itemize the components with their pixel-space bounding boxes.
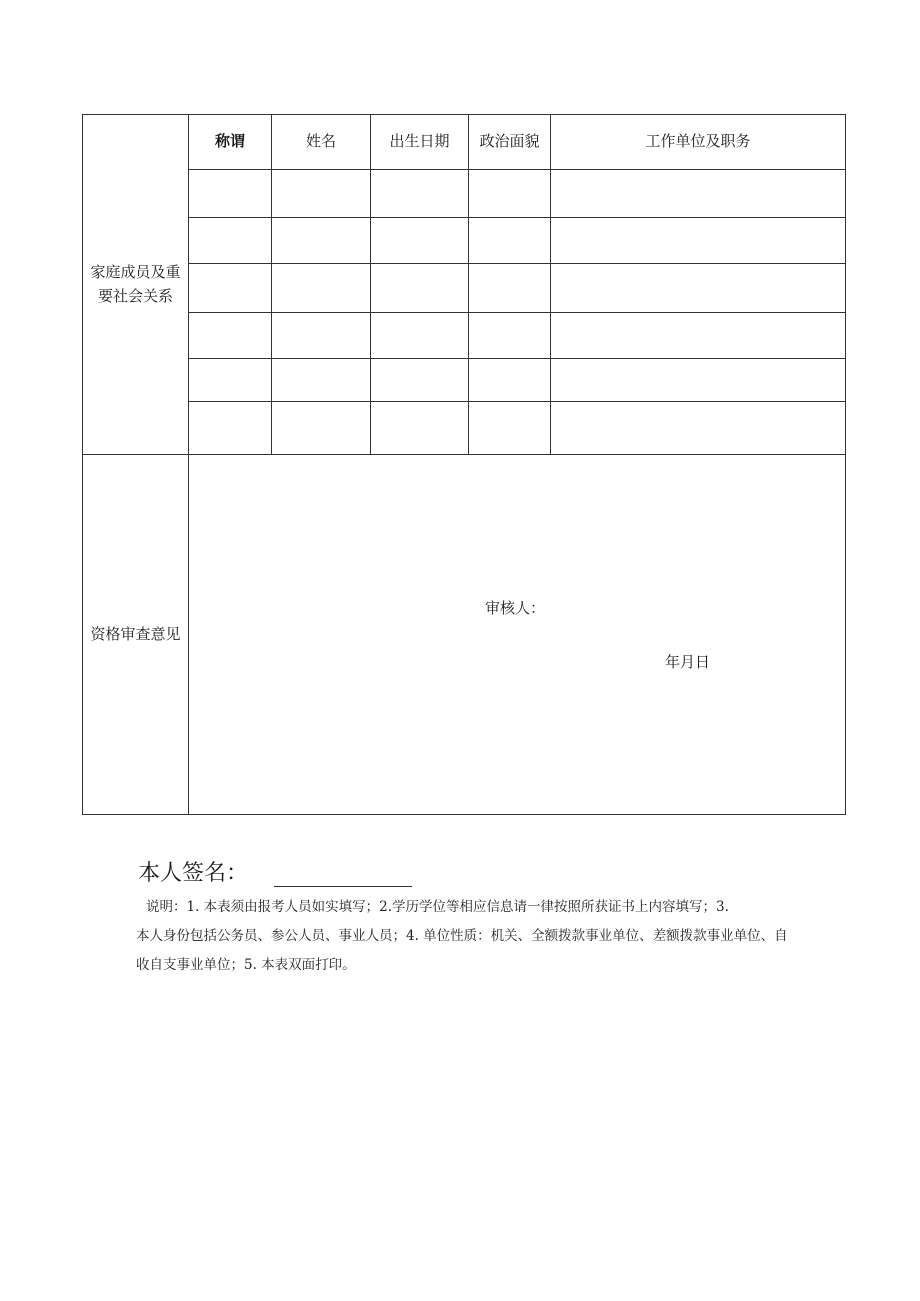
family-section-label-line2: 要社会关系 (97, 286, 173, 305)
relation-cell[interactable] (189, 359, 272, 402)
relation-cell[interactable] (189, 402, 272, 455)
relation-cell[interactable] (189, 218, 272, 264)
review-date-label: 年月日 (665, 653, 711, 671)
name-cell[interactable] (272, 218, 371, 264)
header-employer-position: 工作单位及职务 (551, 115, 846, 170)
signature-label: 本人签名： (138, 861, 249, 886)
employer-cell[interactable] (551, 264, 846, 313)
table-row (83, 170, 846, 218)
political-status-cell[interactable] (469, 402, 551, 455)
birthdate-cell[interactable] (371, 359, 469, 402)
name-cell[interactable] (272, 264, 371, 313)
name-cell[interactable] (272, 313, 371, 359)
political-status-cell[interactable] (469, 170, 551, 218)
employer-cell[interactable] (551, 402, 846, 455)
note-line-2: 本人身份包括公务员、参公人员、事业人员；4. 单位性质：机关、全额拨款事业单位、差额拨款事业单位、自 (136, 928, 788, 944)
birthdate-cell[interactable] (371, 313, 469, 359)
relation-cell[interactable] (189, 170, 272, 218)
birthdate-cell[interactable] (371, 170, 469, 218)
review-section-label: 资格审查意见 (83, 455, 189, 815)
name-cell[interactable] (272, 170, 371, 218)
table-row (83, 313, 846, 359)
relation-cell[interactable] (189, 264, 272, 313)
family-section-label-line1: 家庭成员及重 (90, 263, 181, 282)
note-line-3: 收自支事业单位；5. 本表双面打印。 (136, 957, 356, 973)
birthdate-cell[interactable] (371, 218, 469, 264)
political-status-cell[interactable] (469, 264, 551, 313)
political-status-cell[interactable] (469, 359, 551, 402)
table-row (83, 218, 846, 264)
header-name: 姓名 (272, 115, 371, 170)
employer-cell[interactable] (551, 359, 846, 402)
registration-form-table (82, 114, 846, 815)
table-row (83, 402, 846, 455)
employer-cell[interactable] (551, 218, 846, 264)
name-cell[interactable] (272, 359, 371, 402)
employer-cell[interactable] (551, 313, 846, 359)
header-political-status: 政治面貌 (469, 115, 551, 170)
review-opinion-area[interactable] (189, 455, 846, 815)
signature-line[interactable] (274, 860, 412, 887)
table-row (83, 359, 846, 402)
note-line-1: 说明：1. 本表须由报考人员如实填写；2.学历学位等相应信息请一律按照所获证书上内容填写；3. (146, 899, 729, 915)
instructions-note (138, 893, 850, 980)
name-cell[interactable] (272, 402, 371, 455)
political-status-cell[interactable] (469, 218, 551, 264)
employer-cell[interactable] (551, 170, 846, 218)
signature-block (138, 856, 412, 887)
relation-cell[interactable] (189, 313, 272, 359)
birthdate-cell[interactable] (371, 402, 469, 455)
header-birthdate: 出生日期 (371, 115, 469, 170)
political-status-cell[interactable] (469, 313, 551, 359)
table-row (83, 264, 846, 313)
birthdate-cell[interactable] (371, 264, 469, 313)
header-relation: 称谓 (189, 115, 272, 170)
reviewer-label: 审核人： (485, 599, 546, 617)
family-section-label (83, 115, 189, 455)
